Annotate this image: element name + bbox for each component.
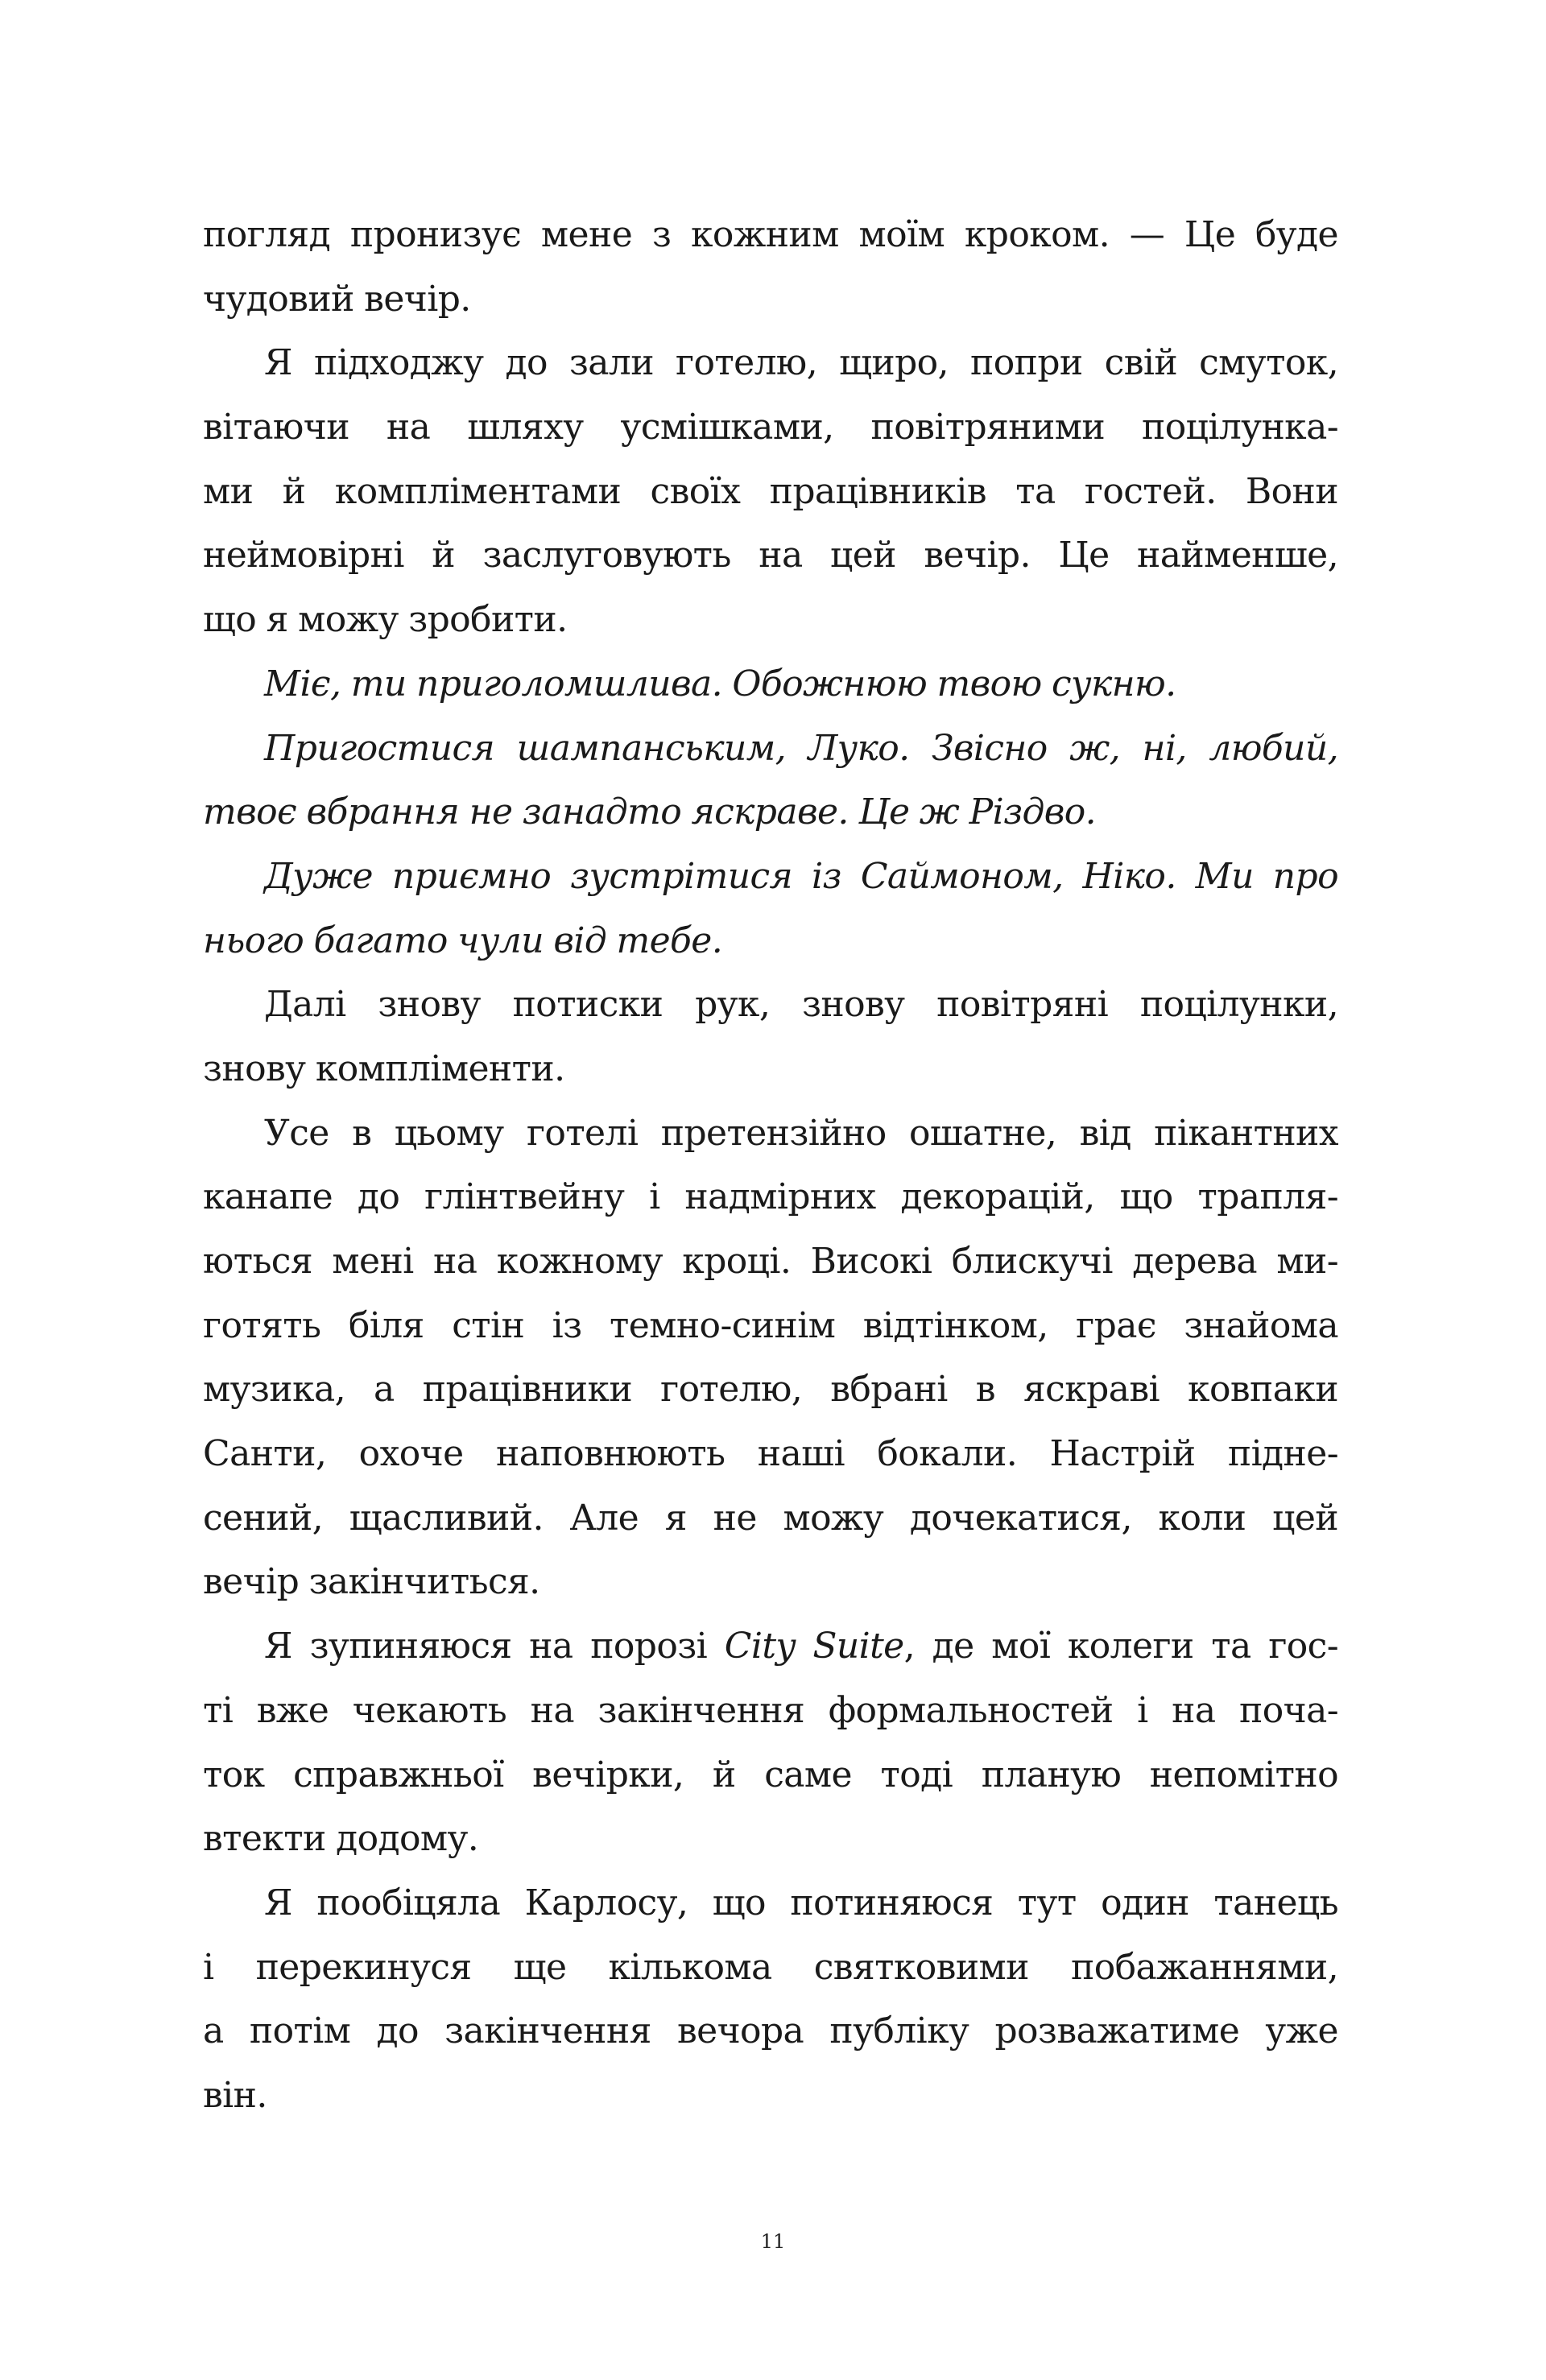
- text-line: чудовий вечір.: [203, 278, 471, 320]
- text-line: готять біля стін із темно-синім відтінком, грає знайома: [203, 1304, 1338, 1346]
- italic-dialogue-paragraph: [203, 717, 1338, 845]
- text-line: Далі знову потиски рук, знову повітряні поцілунки,: [264, 984, 1338, 1026]
- paragraph: [203, 203, 1338, 331]
- text-line: Я пообіцяла Карлосу, що потиняюся тут один танець: [264, 1882, 1338, 1923]
- text-line: неймовірні й заслуговують на цей вечір. Це найменше,: [203, 535, 1338, 576]
- book-page-body: [203, 203, 1338, 2128]
- text-line: Я підходжу до зали готелю, щиро, попри свій смуток,: [264, 342, 1338, 384]
- text-line: нього багато чули від тебе.: [203, 919, 723, 961]
- paragraph: [203, 1614, 1338, 1871]
- page-number: 11: [760, 2230, 786, 2253]
- text-line: твоє вбрання не занадто яскраве. Це ж Різдво.: [203, 791, 1097, 833]
- text-segment: , де мої колеги та гос-: [903, 1626, 1338, 1667]
- text-line: ються мені на кожному кроці. Високі блискучі дерева ми-: [203, 1241, 1338, 1282]
- text-line: погляд пронизує мене з кожним моїм кроком. — Це буде: [203, 214, 1338, 255]
- text-line: вітаючи на шляху усмішками, повітряними поцілунка-: [203, 407, 1338, 448]
- text-line: Санти, охоче наповнюють наші бокали. Настрій підне-: [203, 1433, 1338, 1475]
- text-line: канапе до глінтвейну і надмірних декорацій, що трапля-: [203, 1176, 1338, 1218]
- paragraph: [203, 1871, 1338, 2128]
- text-line: Пригостися шампанським, Луко. Звісно ж, ні, любий,: [264, 727, 1338, 769]
- text-line: вечір закінчиться.: [203, 1561, 540, 1603]
- text-line: ток справжньої вечірки, й саме тоді планую непомітно: [203, 1754, 1338, 1795]
- text-line: [203, 1614, 1338, 1679]
- text-line: що я можу зробити.: [203, 599, 568, 641]
- venue-name-italic: City Suite: [724, 1626, 904, 1667]
- text-line: музика, а працівники готелю, вбрані в яскраві ковпаки: [203, 1369, 1338, 1411]
- text-line: втекти додому.: [203, 1818, 479, 1860]
- text-line: знову компліменти.: [203, 1047, 565, 1089]
- italic-dialogue-paragraph: [203, 652, 1338, 717]
- text-segment: Я зупиняюся на порозі: [264, 1626, 725, 1667]
- text-line: Міє, ти приголомшлива. Обожнюю твою сукню.: [264, 663, 1176, 704]
- text-line: Усе в цьому готелі претензійно ошатне, від пікантних: [264, 1112, 1338, 1154]
- text-line: ми й компліментами своїх працівників та гостей. Вони: [203, 470, 1338, 512]
- italic-dialogue-paragraph: [203, 845, 1338, 973]
- text-line: він.: [203, 2074, 267, 2116]
- paragraph: [203, 1101, 1338, 1615]
- text-line: сений, щасливий. Але я не можу дочекатися, коли цей: [203, 1497, 1338, 1539]
- text-line: Дуже приємно зустрітися із Саймоном, Ніко. Ми про: [264, 855, 1338, 897]
- text-line: і перекинуся ще кількома святковими побажаннями,: [203, 1946, 1338, 1988]
- paragraph: [203, 973, 1338, 1101]
- text-line: ті вже чекають на закінчення формальностей і на поча-: [203, 1689, 1338, 1731]
- paragraph: [203, 331, 1338, 651]
- text-line: а потім до закінчення вечора публіку розважатиме уже: [203, 2010, 1338, 2052]
